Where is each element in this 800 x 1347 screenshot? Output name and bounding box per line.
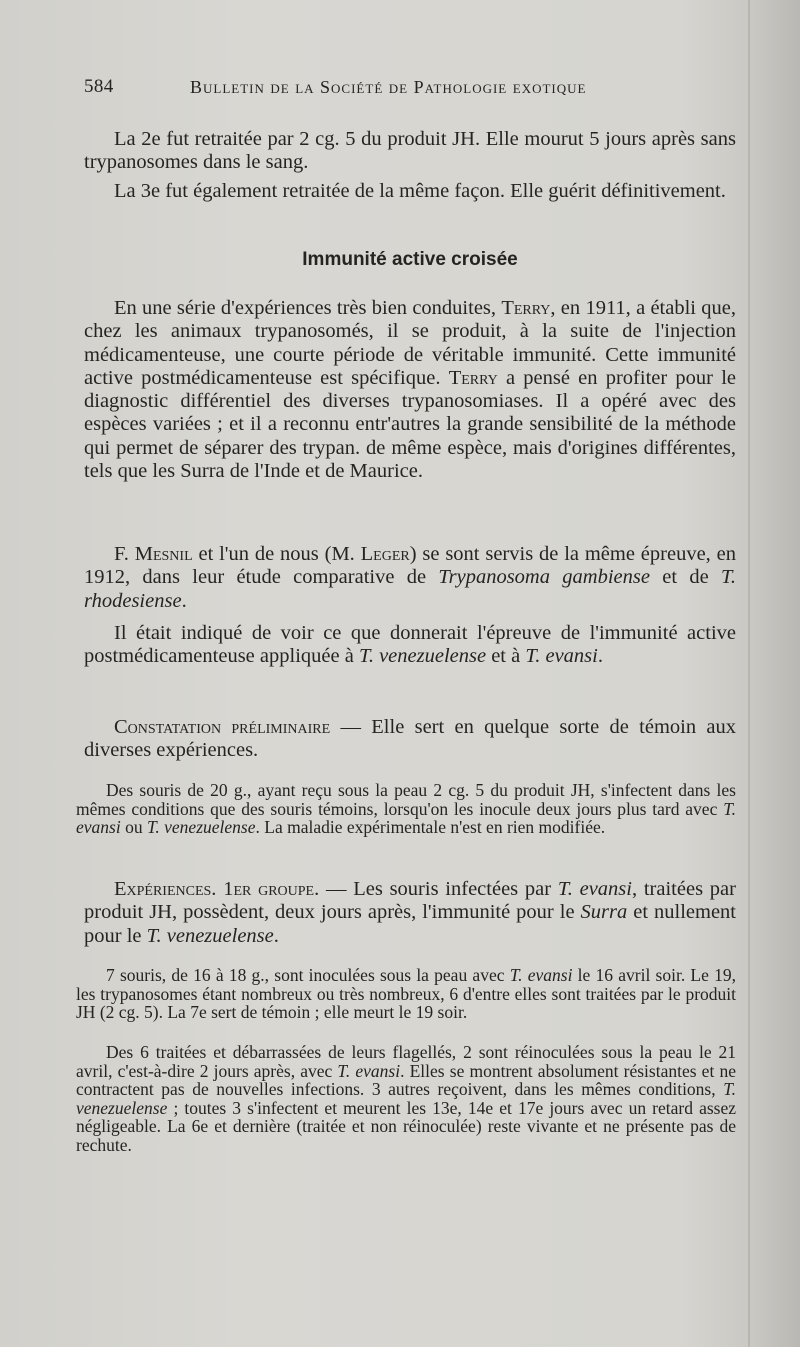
p4-text-c: ) se sont servis de la même épreuve, en 1912, dans leur étude comparative de (84, 543, 736, 589)
p4-text-d: et de (649, 566, 721, 589)
paragraph-indication (84, 622, 736, 669)
paragraph-terry (84, 297, 736, 483)
constatation-text: — Elle sert en quelque sorte de témoin aux diverses expériences. (84, 716, 736, 762)
author-mesnil: Mesnil (134, 543, 193, 565)
species-t-rhodesiense: T. rhodesiense (84, 566, 736, 612)
s1-text-b: ou (120, 817, 147, 838)
s3-text-c: ; toutes 3 s'infectent et meurent les 13e, 14e et 17e jours avec un retard assez négligeable. La 6e et dernière (traitée et non réinoculée) reste vivante et ne présente pas de rechute. (76, 1097, 736, 1155)
experiences-label: Expériences. 1er groupe. (114, 878, 320, 900)
p4-text-b: et l'un de nous (M. (192, 543, 361, 565)
small-paragraph-6-traitees (76, 1043, 736, 1155)
running-title: Bulletin de la Société de Pathologie exotique (190, 77, 587, 97)
p7-species-evansi: T. evansi (557, 878, 632, 900)
s3-species-venezuelense: T. venezuelense (76, 1079, 736, 1118)
s1-text-c: . La maladie expérimentale n'est en rien modifiée. (255, 817, 606, 838)
s2-species-evansi: T. evansi (509, 965, 573, 985)
small-paragraph-7-souris (76, 966, 736, 1022)
running-header (84, 76, 664, 106)
paragraph-experiences-group1 (84, 878, 736, 948)
s3-text-a: Des 6 traitées et débarrassées de leurs flagellés, 2 sont réinoculées sous la peau le 21 avril, c'est-à-dire 2 jours après, avec (76, 1042, 736, 1081)
section-heading: Immunité active croisée (302, 249, 518, 270)
p5-text-a: Il était indiqué de voir ce que donnerait l'épreuve de l'immunité active postmédicamenteuse appliquée à (84, 622, 736, 668)
species-t-evansi: T. evansi (525, 645, 598, 668)
paragraph-third-mouse: La 3e fut également retraitée de la même façon. Elle guérit définitivement. (114, 180, 726, 202)
constatation-label: Constatation préliminaire (114, 716, 331, 738)
p3-text-a: En une série d'expériences très bien conduites, (114, 297, 502, 319)
p7-text-a: — Les souris infectées par (319, 878, 558, 900)
p7-text-b: , traitées par produit JH, possèdent, deux jours après, l'immunité pour le (84, 878, 736, 924)
s2-text-a: 7 souris, de 16 à 18 g., sont inoculées sous la peau avec (106, 965, 510, 985)
species-trypanosoma-gambiense: Trypanosoma gambiense (438, 566, 650, 589)
p7-text-c: et nullement pour le (84, 901, 736, 947)
s3-text-b: . Elles se montrent absolument résistantes et ne contractent pas de nouvelles infections. 3 autres reçoivent, dans les mêmes conditions, (76, 1060, 736, 1100)
page-number: 584 (84, 76, 114, 97)
small-paragraph-souris-20g (76, 781, 736, 837)
s1-species-venezuelense: T. venezuelense (146, 817, 256, 838)
p7-species-venezuelense: T. venezuelense (146, 924, 274, 947)
paragraph-second-mouse: La 2e fut retraitée par 2 cg. 5 du produit JH. Elle mourut 5 jours après sans trypanosomes dans le sang. (84, 128, 736, 174)
paragraph-constatation (84, 716, 736, 763)
author-leger: Leger (360, 543, 410, 565)
p4-text-e: . (181, 589, 187, 612)
s1-text-a: Des souris de 20 g., ayant reçu sous la peau 2 cg. 5 du produit JH, s'infectent dans les mêmes conditions que des souris témoins, lorsqu'on les inocule deux jours plus tard avec (76, 780, 736, 819)
author-terry-2: Terry (448, 366, 498, 389)
p3-text-b: , en 1911, a établi que, chez les animaux trypanosomés, il se produit, à la suite de l'injection médicamenteuse, une courte période de véritable immunité. Cette immunité active postmédicamenteuse est spécifique. (84, 297, 737, 389)
s1-species-evansi: T. evansi (76, 798, 736, 838)
paragraph-mesnil-leger (84, 543, 736, 613)
s3-species-evansi: T. evansi (337, 1060, 401, 1081)
p4-text-a: F. (114, 543, 135, 565)
s2-text-b: le 16 avril soir. Le 19, les trypanosomes étant nombreux ou très nombreux, 6 d'entre elles sont traitées par le produit JH (2 cg. 5). La 7e sert de témoin ; elle meurt le 19 soir. (76, 965, 736, 1023)
p7-text-d: . (273, 924, 279, 947)
p5-text-b: et à (486, 645, 526, 668)
p3-text-c: a pensé en profiter pour le diagnostic différentiel des diverses trypanosomiases. Il a opéré avec des espèces variées ; et il a reconnu entr'autres la grande sensibilité de la méthode qui permet de séparer des trypan. de même espèce, mais d'origines différentes, tels que les Surra de l'Inde et de Maurice. (84, 366, 736, 483)
p7-surra: Surra (580, 901, 628, 924)
page-edge-shadow (748, 0, 750, 1347)
species-t-venezuelense: T. venezuelense (358, 645, 487, 668)
author-terry: Terry (501, 297, 551, 319)
p5-text-c: . (597, 645, 603, 668)
